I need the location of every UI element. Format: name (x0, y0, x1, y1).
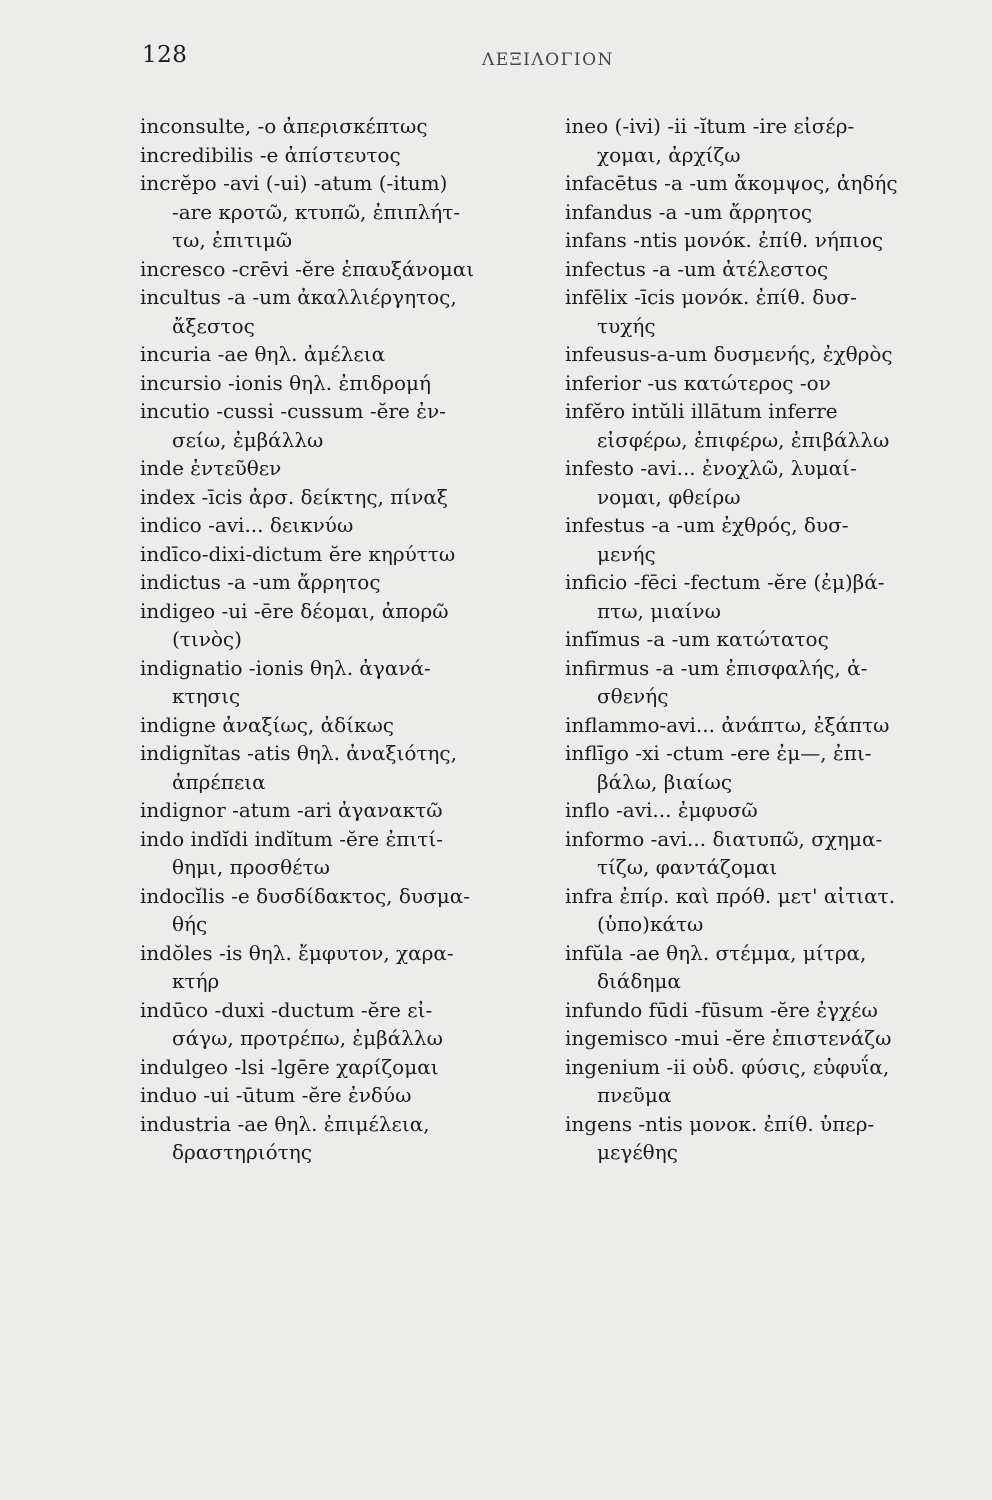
dictionary-entry (565, 397, 965, 454)
dictionary-entry (140, 483, 540, 512)
dictionary-entry (140, 711, 540, 740)
entry-headline: inflīgo -xi -ctum -ere ἐμ—, ἐπι- (565, 741, 872, 765)
entry-headline: inficio -fēci -fectum -ĕre (ἐμ)βά- (565, 570, 885, 594)
entry-continuation: μεγέθης (597, 1140, 678, 1164)
entry-headline: infestus -a -um ἐχθρός, δυσ- (565, 513, 849, 537)
entry-continuation: -are κροτῶ, κτυπῶ, ἐπιπλήτ- (172, 199, 461, 224)
dictionary-entry (565, 825, 965, 882)
entry-headline: incresco -crēvi -ĕre ἐπαυξάνομαι (140, 256, 475, 281)
entry-headline: indo indĭdi indĭtum -ĕre ἐπιτί- (140, 826, 443, 851)
entry-headline: indūco -duxi -ductum -ĕre εἰ- (140, 997, 433, 1022)
entry-headline: indulgeo -lsi -lgēre χαρίζομαι (140, 1054, 439, 1079)
dictionary-entry (140, 511, 540, 540)
entry-continuation: χομαι, ἀρχίζω (597, 142, 741, 167)
dictionary-entry (140, 597, 540, 654)
entry-headline: incursio -ionis θηλ. ἐπιδρομή (140, 370, 432, 395)
dictionary-entry (140, 825, 540, 882)
dictionary-entry (565, 939, 965, 996)
dictionary-entry (140, 882, 540, 939)
dictionary-entry (565, 654, 965, 711)
entry-headline: indignor -atum -ari ἀγανακτῶ (140, 798, 443, 822)
entry-continuation: πτω, μιαίνω (597, 598, 721, 623)
left-column (140, 112, 540, 1167)
dictionary-entry (140, 340, 540, 369)
entry-headline: infĕro intŭli illātum inferre (565, 399, 838, 423)
entry-headline: indignĭtas -atis θηλ. ἀναξιότης, (140, 741, 457, 765)
dictionary-entry (565, 711, 965, 740)
entry-headline: indictus -a -um ἄρρητος (140, 570, 381, 594)
dictionary-entry (140, 112, 540, 141)
entry-continuation: θημι, προσθέτω (172, 855, 330, 879)
dictionary-entry (140, 1081, 540, 1110)
dictionary-entry (565, 226, 965, 255)
entry-headline: incrĕpo -avi (-ui) -atum (-itum) (140, 171, 448, 195)
dictionary-entry (565, 511, 965, 568)
entry-headline: infirmus -a -um ἐπισφαλής, ἀ- (565, 655, 868, 680)
entry-headline: index -īcis ἀρσ. δείκτης, πίναξ (140, 484, 448, 509)
entry-headline: indigne ἀναξίως, ἀδίκως (140, 712, 395, 737)
entry-continuation: κτησις (172, 684, 241, 708)
entry-headline: inflo -avi... ἐμφυσῶ (565, 798, 758, 822)
dictionary-entry (140, 397, 540, 454)
entry-headline: infĭmus -a -um κατώτατος (565, 627, 829, 651)
entry-continuation: διάδημα (597, 969, 681, 993)
dictionary-entry (140, 939, 540, 996)
entry-headline: induo -ui -ūtum -ĕre ἐνδύω (140, 1083, 412, 1107)
entry-continuation: ἄξεστος (172, 313, 255, 338)
entry-continuation: σάγω, προτρέπω, ἐμβάλλω (172, 1026, 443, 1050)
entry-headline: infēlix -īcis μονόκ. ἐπίθ. δυσ- (565, 285, 857, 309)
entry-continuation: θής (172, 912, 208, 936)
dictionary-entry (565, 340, 965, 369)
entry-continuation: βάλω, βιαίως (597, 769, 733, 794)
entry-continuation: τίζω, φαντάζομαι (597, 855, 778, 879)
entry-continuation: πνεῦμα (597, 1083, 672, 1107)
dictionary-entry (140, 568, 540, 597)
entry-headline: inde ἐντεῦθεν (140, 456, 282, 480)
entry-headline: infandus -a -um ἄρρητος (565, 199, 813, 224)
page-number: 128 (142, 42, 188, 68)
entry-headline: indico -avi... δεικνύω (140, 513, 354, 537)
entry-continuation: (ὑπο)κάτω (597, 912, 704, 936)
entry-headline: informo -avi... διατυπῶ, σχημα- (565, 826, 883, 851)
entry-continuation: νομαι, φθείρω (597, 484, 741, 509)
entry-headline: ineo (-ivi) -ii -ĭtum -ire εἰσέρ- (565, 114, 855, 138)
entry-headline: industria -ae θηλ. ἐπιμέλεια, (140, 1111, 430, 1136)
entry-headline: infeusus-a-um δυσμενής, ἐχθρὸς (565, 342, 893, 366)
entry-headline: infectus -a -um ἀτέλεστος (565, 256, 829, 281)
entry-headline: incultus -a -um ἀκαλλιέργητος, (140, 285, 457, 309)
dictionary-entry (140, 454, 540, 483)
entry-headline: inflammo-avi... ἀνάπτω, ἐξάπτω (565, 712, 890, 737)
entry-continuation: σείω, ἐμβάλλω (172, 427, 324, 452)
entry-headline: incuria -ae θηλ. ἀμέλεια (140, 342, 386, 366)
entry-headline: indīco-dixi-dictum ĕre κηρύττω (140, 541, 456, 566)
dictionary-entry (565, 1110, 965, 1167)
dictionary-entry (140, 169, 540, 255)
entry-continuation: τυχής (597, 313, 656, 338)
entry-headline: infesto -avi... ἐνοχλῶ, λυμαί- (565, 456, 857, 480)
dictionary-entry (565, 882, 965, 939)
dictionary-entry (565, 996, 965, 1025)
dictionary-entry (140, 540, 540, 569)
entry-headline: infundo fūdi -fūsum -ĕre ἐγχέω (565, 997, 878, 1022)
entry-headline: inferior -us κατώτερος -ον (565, 370, 831, 395)
dictionary-entry (140, 739, 540, 796)
entry-headline: indignatio -ionis θηλ. ἀγανά- (140, 655, 431, 680)
dictionary-entry (565, 1053, 965, 1110)
dictionary-entry (140, 255, 540, 284)
entry-continuation: τω, ἐπιτιμῶ (172, 228, 293, 252)
entry-continuation: (τινὸς) (172, 627, 242, 651)
entry-headline: infans -ntis μονόκ. ἐπίθ. νήπιος (565, 228, 884, 252)
entry-continuation: ἀπρέπεια (172, 769, 266, 794)
dictionary-entry (565, 739, 965, 796)
dictionary-entry (565, 169, 965, 198)
entry-continuation: μενής (597, 541, 656, 566)
entry-headline: infŭla -ae θηλ. στέμμα, μίτρα, (565, 940, 867, 965)
dictionary-entry (565, 454, 965, 511)
entry-continuation: κτήρ (172, 969, 220, 993)
dictionary-entry (565, 1024, 965, 1053)
entry-continuation: εἰσφέρω, ἐπιφέρω, ἐπιβάλλω (597, 427, 890, 452)
dictionary-entry (140, 654, 540, 711)
dictionary-entry (565, 369, 965, 398)
entry-continuation: σθενής (597, 684, 669, 708)
entry-headline: indŏles -is θηλ. ἔμφυτον, χαρα- (140, 940, 454, 965)
dictionary-entry (140, 1110, 540, 1167)
running-title: ΛΕΞΙΛΟΓΙΟΝ (482, 50, 614, 70)
dictionary-entry (565, 568, 965, 625)
dictionary-entry (565, 112, 965, 169)
dictionary-entry (565, 796, 965, 825)
entry-continuation: δραστηριότης (172, 1140, 312, 1164)
dictionary-entry (140, 796, 540, 825)
entry-headline: inconsulte, -o ἀπερισκέπτως (140, 114, 428, 138)
dictionary-entry (140, 996, 540, 1053)
entry-headline: infacētus -a -um ἄκομψος, ἀηδής (565, 171, 898, 195)
entry-headline: indigeo -ui -ēre δέομαι, ἀπορῶ (140, 598, 449, 623)
entry-headline: ingenium -ii οὐδ. φύσις, εὐφυΐα, (565, 1054, 890, 1079)
dictionary-entry (565, 255, 965, 284)
entry-headline: indocĭlis -e δυσδίδακτος, δυσμα- (140, 883, 470, 908)
entry-headline: ingens -ntis μονοκ. ἐπίθ. ὑπερ- (565, 1111, 875, 1136)
dictionary-entry (140, 1053, 540, 1082)
right-column (565, 112, 965, 1167)
entry-headline: incredibilis -e ἀπίστευτος (140, 142, 401, 167)
entry-headline: ingemisco -mui -ĕre ἐπιστενάζω (565, 1026, 892, 1050)
entry-headline: incutio -cussi -cussum -ĕre ἐν- (140, 399, 446, 423)
dictionary-entry (565, 283, 965, 340)
entry-headline: infra ἐπίρ. καὶ πρόθ. μετ' αἰτιατ. (565, 883, 896, 908)
dictionary-entry (565, 625, 965, 654)
dictionary-entry (140, 369, 540, 398)
dictionary-entry (140, 283, 540, 340)
dictionary-entry (140, 141, 540, 170)
dictionary-entry (565, 198, 965, 227)
